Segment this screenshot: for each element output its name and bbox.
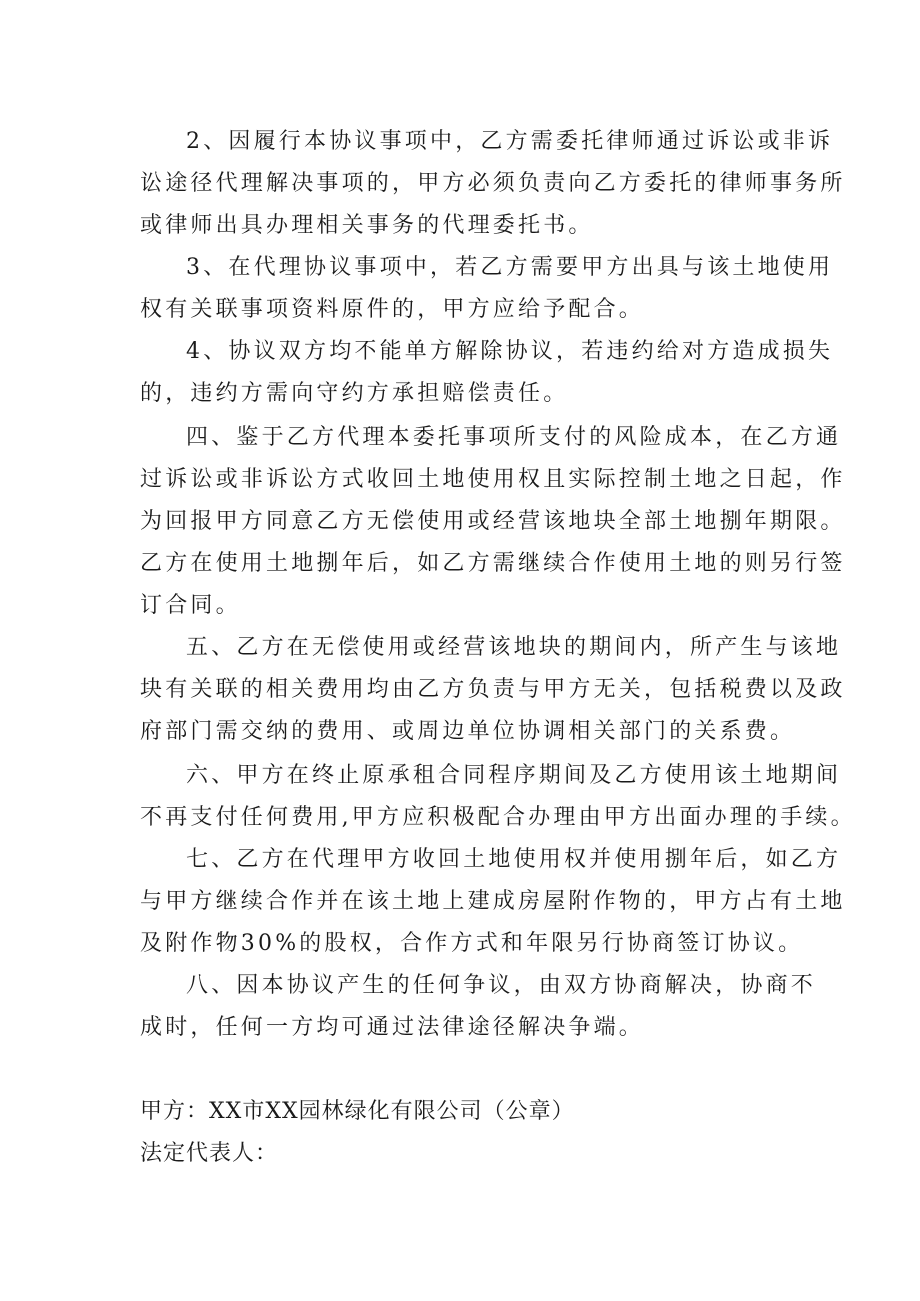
paragraph-4-line-1: 四、鉴于乙方代理本委托事项所支付的风险成本，在乙方通 xyxy=(186,425,842,450)
paragraph-1-line-3: 或律师出具办理相关事务的代理委托书。 xyxy=(140,213,594,238)
paragraph-7-line-1: 七、乙方在代理甲方收回土地使用权并使用捌年后，如乙方 xyxy=(186,847,842,872)
paragraph-3-line-1: 4、协议双方均不能单方解除协议，若违约给对方造成损失 xyxy=(186,339,834,364)
paragraph-5-line-1: 五、乙方在无偿使用或经营该地块的期间内，所产生与该地 xyxy=(186,635,842,660)
paragraph-2-line-1: 3、在代理协议事项中，若乙方需要甲方出具与该土地使用 xyxy=(186,255,834,280)
paragraph-1-line-1: 2、因履行本协议事项中，乙方需委托律师通过诉讼或非诉 xyxy=(186,129,834,154)
paragraph-1-line-2: 讼途径代理解决事项的，甲方必须负责向乙方委托的律师事务所 xyxy=(140,171,846,196)
paragraph-6-line-2: 不再支付任何费用,甲方应积极配合办理由甲方出面办理的手续。 xyxy=(140,805,856,830)
paragraph-3-line-2: 的，违约方需向守约方承担赔偿责任。 xyxy=(140,381,569,406)
paragraph-7-line-3: 及附作物30%的股权，合作方式和年限另行协商签订协议。 xyxy=(140,931,804,956)
paragraph-5-line-3: 府部门需交纳的费用、或周边单位协调相关部门的关系费。 xyxy=(140,719,796,744)
paragraph-4-line-5: 订合同。 xyxy=(140,593,241,618)
party-a-signature: 甲方：XX市XX园林绿化有限公司（公章） xyxy=(140,1099,575,1124)
paragraph-7-line-2: 与甲方继续合作并在该土地上建成房屋附作物的，甲方占有土地 xyxy=(140,889,846,914)
paragraph-6-line-1: 六、甲方在终止原承租合同程序期间及乙方使用该土地期间 xyxy=(186,763,842,788)
paragraph-8-line-1: 八、因本协议产生的任何争议，由双方协商解决，协商不 xyxy=(186,973,817,998)
paragraph-4-line-3: 为回报甲方同意乙方无偿使用或经营该地块全部土地捌年期限。 xyxy=(140,509,846,534)
paragraph-4-line-4: 乙方在使用土地捌年后，如乙方需继续合作使用土地的则另行签 xyxy=(140,551,846,576)
paragraph-8-line-2: 成时，任何一方均可通过法律途径解决争端。 xyxy=(140,1015,645,1040)
paragraph-5-line-2: 块有关联的相关费用均由乙方负责与甲方无关，包括税费以及政 xyxy=(140,677,846,702)
paragraph-4-line-2: 过诉讼或非诉讼方式收回土地使用权且实际控制土地之日起，作 xyxy=(140,467,846,492)
paragraph-2-line-2: 权有关联事项资料原件的，甲方应给予配合。 xyxy=(140,297,645,322)
legal-representative: 法定代表人： xyxy=(140,1141,279,1166)
